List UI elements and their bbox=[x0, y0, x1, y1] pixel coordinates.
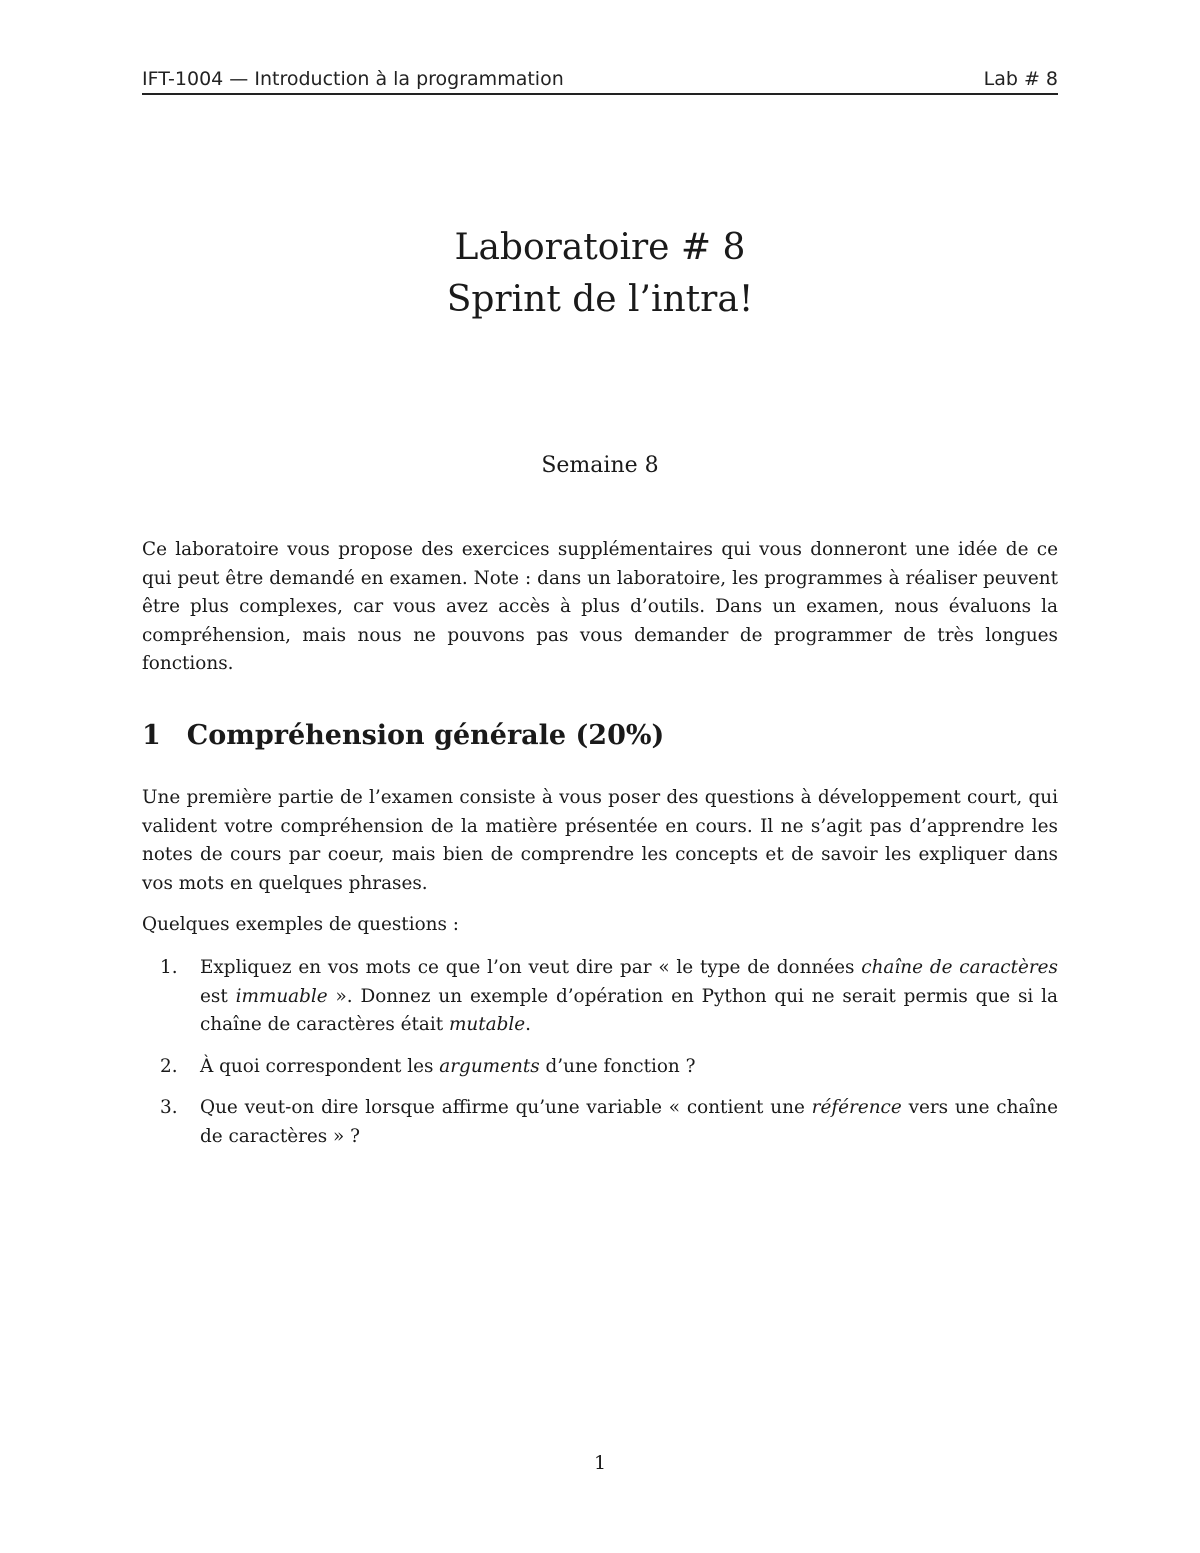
emphasized-term: chaîne de caractères bbox=[861, 957, 1058, 978]
question-text bbox=[200, 1053, 1058, 1082]
question-fragment: vers une chaîne de caractères » ? bbox=[200, 1097, 1058, 1147]
question-list bbox=[160, 954, 1058, 1164]
lab-label: Lab # 8 bbox=[983, 68, 1058, 90]
question-text bbox=[200, 954, 1058, 1040]
question-fragment: ». Donnez un exemple d’opération en Python qui ne serait permis que si la chaîne de caractères était bbox=[200, 985, 1059, 1035]
question-text bbox=[200, 1094, 1058, 1151]
question-number: 3. bbox=[160, 1097, 178, 1118]
section-title: Compréhension générale (20%) bbox=[186, 720, 665, 751]
section-paragraph: Une première partie de l’examen consiste à vous poser des questions à développement court, qui valident votre compréhension de la matière présentée en cours. Il ne s’agit pas d’apprendre les notes de cours par coeur, mais bien de comprendre les concepts et de savoir les expliquer dans vos mots en quelques phrases. bbox=[142, 787, 1058, 894]
question-number: 2. bbox=[160, 1055, 178, 1077]
section-number: 1 bbox=[142, 720, 161, 751]
question-fragment: À quoi correspondent les bbox=[200, 1055, 440, 1077]
question-fragment: Expliquez en vos mots ce que l’on veut dire par « le type de données bbox=[200, 957, 862, 978]
course-title: IFT-1004 — Introduction à la programmation bbox=[142, 68, 564, 90]
emphasized-term: immuable bbox=[235, 985, 328, 1007]
question-number: 1. bbox=[160, 957, 178, 978]
running-header bbox=[142, 68, 1058, 95]
title-line-1: Laboratoire # 8 bbox=[454, 227, 746, 268]
question-fragment: Que veut-on dire lorsque affirme qu’une variable « contient une bbox=[200, 1097, 812, 1118]
question-fragment: est bbox=[200, 985, 236, 1007]
document-title bbox=[142, 222, 1058, 326]
emphasized-term: mutable bbox=[448, 1014, 526, 1035]
section-heading bbox=[142, 720, 1058, 751]
examples-lead: Quelques exemples de questions : bbox=[142, 914, 459, 935]
intro-paragraph: Ce laboratoire vous propose des exercices supplémentaires qui vous donneront une idée de ce qui peut être demandé en examen. Note : dans un laboratoire, les programmes à réaliser peuvent être plus complexes, car vous avez accès à plus d’outils. Dans un examen, nous évaluons la compréhension, mais nous ne pouvons pas vous demander de programmer de très longues fonctions. bbox=[142, 539, 1058, 674]
question-fragment: d’une fonction ? bbox=[539, 1055, 696, 1077]
emphasized-term: référence bbox=[811, 1097, 902, 1118]
question-item bbox=[160, 1094, 1058, 1151]
question-item bbox=[160, 1053, 1058, 1082]
emphasized-term: arguments bbox=[439, 1055, 540, 1077]
question-fragment: . bbox=[525, 1014, 532, 1035]
question-item bbox=[160, 954, 1058, 1040]
page-number: 1 bbox=[593, 1452, 607, 1474]
week-subtitle: Semaine 8 bbox=[541, 453, 659, 478]
title-line-2: Sprint de l’intra! bbox=[446, 279, 754, 320]
